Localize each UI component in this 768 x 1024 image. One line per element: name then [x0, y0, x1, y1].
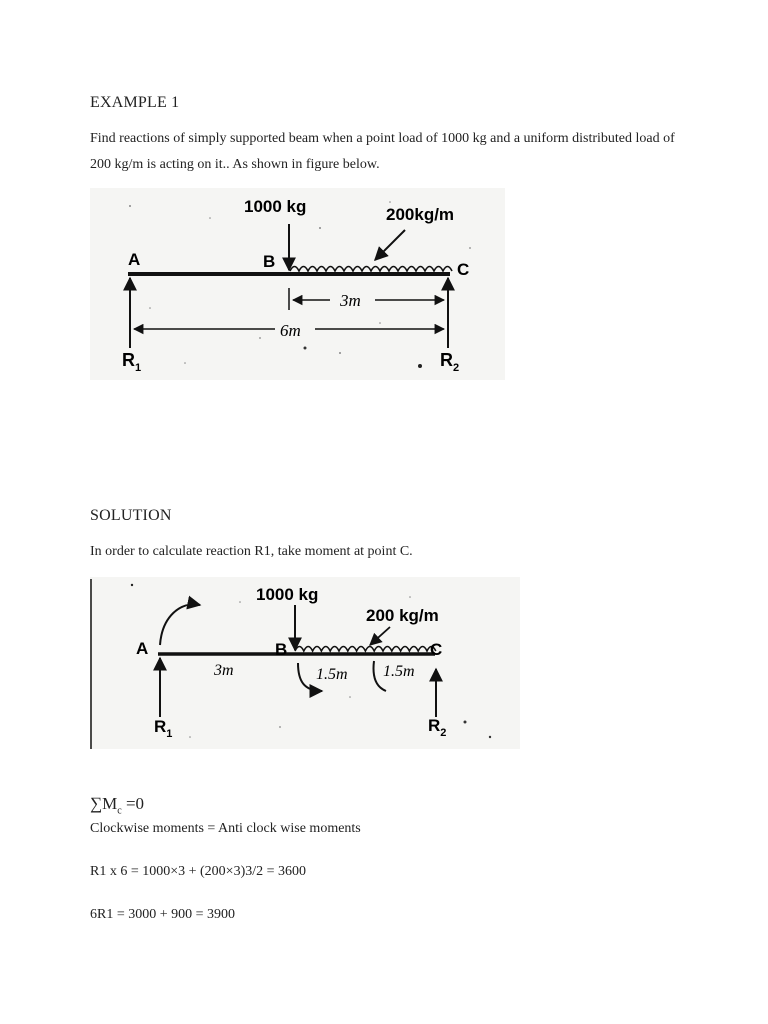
udl-label: 200 kg/m [366, 606, 439, 625]
solution-intro: In order to calculate reaction R1, take moment at point C. [90, 544, 413, 559]
udl-load-symbol [290, 267, 452, 272]
udl-pointer-arrow [375, 230, 405, 260]
problem-statement: Find reactions of simply supported beam when a point load of 1000 kg and a uniform distributed load of 200 kg/m is acting on it.. As shown in figure below. [90, 131, 675, 172]
reaction-r1-label: $R_1$ [154, 717, 173, 740]
udl-pointer-arrow [370, 627, 390, 645]
dimension-ab-label: 3m [214, 662, 234, 679]
equation-line-2: R1 x 6 = 1000×3 + (200×3)3/2 = 3600 [90, 864, 307, 879]
udl-load-symbol [295, 647, 436, 652]
point-b-label: B [263, 252, 276, 271]
point-b-label: B [275, 640, 288, 659]
beam-diagram-2 [90, 577, 520, 749]
sum-of-moments-equation: $\sum M_c =0$ [90, 794, 145, 817]
equation-line-1: Clockwise moments = Anti clock wise moments [90, 821, 361, 836]
dimension-bc-label: 3m [340, 291, 361, 310]
dimension-b-mid-label: 1.5m [316, 666, 348, 683]
reaction-r1-label: $R_1$ [122, 350, 142, 374]
point-load-label: 1000 kg [244, 197, 307, 216]
point-c-label: C [457, 260, 470, 279]
reaction-r2-label: $R_2$ [428, 716, 447, 739]
reaction-r2-label: $R_2$ [440, 350, 460, 374]
dimension-ac-label: 6m [280, 321, 301, 340]
equation-line-3: 6R1 = 3000 + 900 = 3900 [90, 907, 236, 922]
point-a-label: A [128, 250, 141, 269]
example-heading: EXAMPLE 1 [90, 94, 180, 111]
point-c-label: C [430, 640, 443, 659]
point-load-label: 1000 kg [256, 585, 319, 604]
udl-label: 200kg/m [386, 205, 455, 224]
solution-heading: SOLUTION [90, 507, 172, 524]
point-a-label: A [136, 639, 149, 658]
moment-arc-a [160, 604, 200, 645]
dimension-mid-c-label: 1.5m [383, 663, 415, 680]
beam-diagram-1 [90, 188, 505, 380]
